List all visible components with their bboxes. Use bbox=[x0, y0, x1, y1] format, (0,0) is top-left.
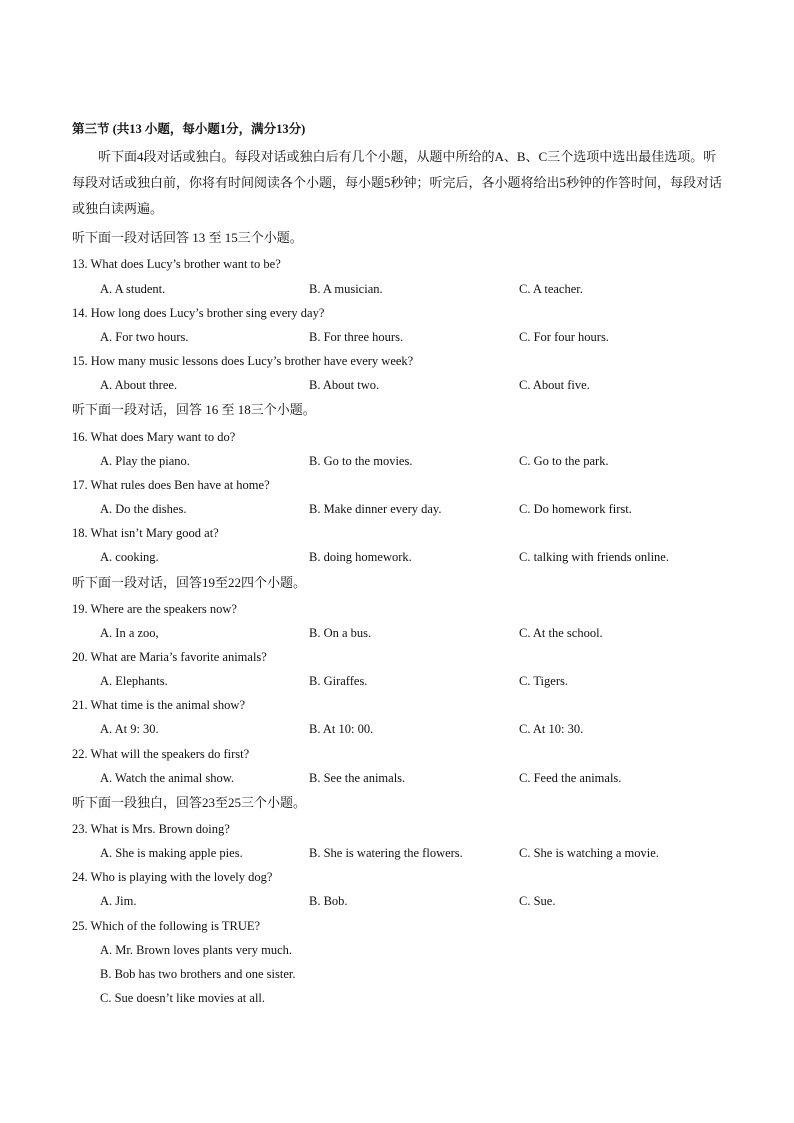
question-20: 20. What are Maria’s favorite animals? bbox=[72, 650, 267, 664]
option-25-b: B. Bob has two brothers and one sister. bbox=[100, 967, 296, 981]
option-14-c: C. For four hours. bbox=[519, 330, 609, 344]
option-21-a: A. At 9: 30. bbox=[100, 722, 159, 736]
question-21: 21. What time is the animal show? bbox=[72, 698, 245, 712]
option-18-a: A. cooking. bbox=[100, 550, 159, 564]
option-22-a: A. Watch the animal show. bbox=[100, 771, 235, 785]
option-19-c: C. At the school. bbox=[519, 626, 603, 640]
question-17: 17. What rules does Ben have at home? bbox=[72, 478, 270, 492]
option-19-a: A. In a zoo, bbox=[100, 626, 159, 640]
question-16: 16. What does Mary want to do? bbox=[72, 430, 236, 444]
option-17-b: B. Make dinner every day. bbox=[309, 502, 442, 516]
option-13-b: B. A musician. bbox=[309, 282, 383, 296]
option-23-a: A. She is making apple pies. bbox=[100, 846, 243, 860]
option-21-c: C. At 10: 30. bbox=[519, 722, 584, 736]
option-24-c: C. Sue. bbox=[519, 894, 556, 908]
option-18-c: C. talking with friends online. bbox=[519, 550, 669, 564]
question-23: 23. What is Mrs. Brown doing? bbox=[72, 822, 230, 836]
group-heading-3: 听下面一段对话，回答19至22四个小题。 bbox=[72, 575, 307, 590]
option-23-b: B. She is watering the flowers. bbox=[309, 846, 463, 860]
question-24: 24. Who is playing with the lovely dog? bbox=[72, 870, 273, 884]
option-21-b: B. At 10: 00. bbox=[309, 722, 374, 736]
option-22-c: C. Feed the animals. bbox=[519, 771, 622, 785]
group-heading-2: 听下面一段对话，回答 16 至 18三个小题。 bbox=[72, 402, 316, 417]
option-15-a: A. About three. bbox=[100, 378, 178, 392]
option-18-b: B. doing homework. bbox=[309, 550, 412, 564]
option-25-a: A. Mr. Brown loves plants very much. bbox=[100, 943, 292, 957]
question-25: 25. Which of the following is TRUE? bbox=[72, 919, 261, 933]
group-heading-4: 听下面一段独白，回答23至25三个小题。 bbox=[72, 795, 307, 810]
option-16-a: A. Play the piano. bbox=[100, 454, 190, 468]
question-13: 13. What does Lucy’s brother want to be? bbox=[72, 257, 281, 271]
option-20-b: B. Giraffes. bbox=[309, 674, 368, 688]
option-24-a: A. Jim. bbox=[100, 894, 137, 908]
option-25-c: C. Sue doesn’t like movies at all. bbox=[100, 991, 266, 1005]
option-15-b: B. About two. bbox=[309, 378, 380, 392]
question-22: 22. What will the speakers do first? bbox=[72, 747, 250, 761]
option-14-a: A. For two hours. bbox=[100, 330, 189, 344]
option-14-b: B. For three hours. bbox=[309, 330, 404, 344]
option-24-b: B. Bob. bbox=[309, 894, 348, 908]
option-19-b: B. On a bus. bbox=[309, 626, 372, 640]
option-13-c: C. A teacher. bbox=[519, 282, 583, 296]
section-instructions: 听下面4段对话或独白。每段对话或独白后有几个小题，从题中所给的A、B、C三个选项中选出最佳选项。听每段对话或独白前，你将有时间阅读各个小题，每小题5秒钟；听完后，各小题将给出5秒钟的作答时间，每段对话或独白读两遍。 bbox=[72, 149, 723, 216]
option-16-b: B. Go to the movies. bbox=[309, 454, 413, 468]
section-title: 第三节 (共13 小题，每小题1分，满分13分) bbox=[72, 122, 306, 136]
option-13-a: A. A student. bbox=[100, 282, 166, 296]
option-15-c: C. About five. bbox=[519, 378, 590, 392]
option-20-c: C. Tigers. bbox=[519, 674, 568, 688]
option-16-c: C. Go to the park. bbox=[519, 454, 609, 468]
question-19: 19. Where are the speakers now? bbox=[72, 602, 237, 616]
question-18: 18. What isn’t Mary good at? bbox=[72, 526, 219, 540]
question-15: 15. How many music lessons does Lucy’s brother have every week? bbox=[72, 354, 414, 368]
option-17-c: C. Do homework first. bbox=[519, 502, 632, 516]
option-22-b: B. See the animals. bbox=[309, 771, 406, 785]
option-20-a: A. Elephants. bbox=[100, 674, 168, 688]
question-14: 14. How long does Lucy’s brother sing every day? bbox=[72, 306, 325, 320]
option-17-a: A. Do the dishes. bbox=[100, 502, 187, 516]
option-23-c: C. She is watching a movie. bbox=[519, 846, 659, 860]
group-heading-1: 听下面一段对话回答 13 至 15三个小题。 bbox=[72, 230, 303, 245]
